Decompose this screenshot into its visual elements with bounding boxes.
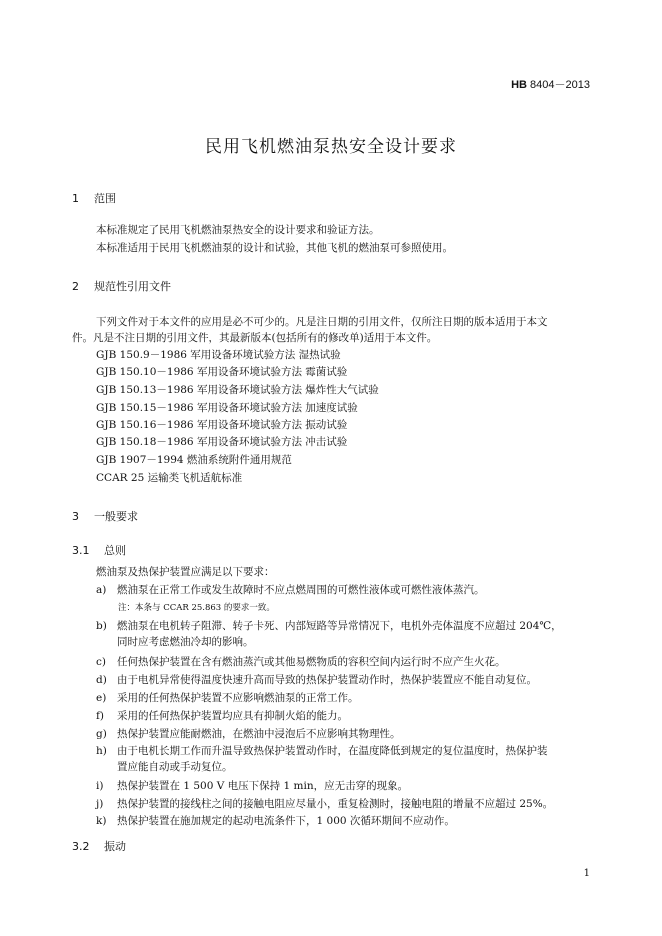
list-marker: c) [96,656,106,668]
section-title: 范围 [94,192,116,205]
list-text: 热保护装置在施加规定的起动电流条件下，1 000 次循环期间不应动作。 [117,815,455,827]
paragraph: 下列文件对于本文件的应用是必不可少的。凡是注日期的引用文件，仅所注日期的版本适用于本文 [96,316,548,328]
reference-item: GJB 150.18－1986 军用设备环境试验方法 冲击试验 [96,436,348,448]
section-number: 3.1 [72,544,90,557]
list-marker: k) [96,815,107,827]
list-text-continued: 置应能自动或手动复位。 [117,761,233,773]
reference-item: GJB 150.10－1986 军用设备环境试验方法 霉菌试验 [96,366,348,378]
list-text: 任何热保护装置在含有燃油蒸汽或其他易燃物质的容积空间内运行时不应产生火花。 [117,656,506,668]
list-marker: h) [96,745,107,757]
section-3-heading [72,508,138,524]
list-marker: j) [96,798,104,810]
list-text: 热保护装置应能耐燃油，在燃油中浸泡后不应影响其物理性。 [117,728,401,740]
reference-item: GJB 1907－1994 燃油系统附件通用规范 [96,454,292,466]
subsection-3-2-heading [72,838,126,854]
document-title: 民用飞机燃油泵热安全设计要求 [205,137,457,157]
paragraph: 燃油泵及热保护装置应满足以下要求： [96,566,275,578]
paragraph: 本标准规定了民用飞机燃油泵热安全的设计要求和验证方法。 [96,224,380,236]
subsection-3-1-heading [72,542,126,558]
page-number: 1 [583,868,590,879]
list-text: 热保护装置在 1 500 V 电压下保持 1 min，应无击穿的现象。 [117,780,409,792]
section-2-heading [72,278,171,294]
list-marker: f) [96,710,104,722]
reference-item: CCAR 25 运输类飞机适航标准 [96,472,243,484]
list-marker: i) [96,780,104,792]
section-number: 3 [72,510,79,523]
list-marker: d) [96,674,107,686]
section-number: 2 [72,280,79,293]
paragraph: 本标准适用于民用飞机燃油泵的设计和试验，其他飞机的燃油泵可参照使用。 [96,242,453,254]
list-text: 采用的任何热保护装置均应具有抑制火焰的能力。 [117,710,348,722]
section-title: 振动 [104,840,126,853]
section-title: 一般要求 [94,510,138,523]
document-code [511,76,590,92]
reference-item: GJB 150.9－1986 军用设备环境试验方法 湿热试验 [96,349,341,361]
list-text: 采用的任何热保护装置不应影响燃油泵的正常工作。 [117,692,359,704]
section-number: 3.2 [72,840,90,853]
list-text-continued: 同时应考虑燃油冷却的影响。 [117,636,254,648]
list-text: 由于电机长期工作而升温导致热保护装置动作时，在温度降低到规定的复位温度时，热保护装 [117,745,548,757]
reference-item: GJB 150.16－1986 军用设备环境试验方法 振动试验 [96,419,348,431]
section-title: 总则 [104,544,126,557]
list-text: 热保护装置的接线柱之间的接触电阻应尽量小，重复检测时，接触电阻的增量不应超过 25%。 [117,798,554,810]
reference-item: GJB 150.15－1986 军用设备环境试验方法 加速度试验 [96,402,358,414]
list-text: 燃油泵在正常工作或发生故障时不应点燃周围的可燃性液体或可燃性液体蒸汽。 [117,584,485,596]
paragraph: 件。凡是不注日期的引用文件，其最新版本(包括所有的修改单)适用于本文件。 [72,332,438,344]
section-title: 规范性引用文件 [94,280,171,293]
doc-code-prefix: HB [511,79,527,91]
reference-item: GJB 150.13－1986 军用设备环境试验方法 爆炸性大气试验 [96,384,379,396]
doc-code-number: 8404－2013 [527,79,590,91]
section-number: 1 [72,192,79,205]
list-marker: a) [96,584,107,596]
note: 注：本条与 CCAR 25.863 的要求一致。 [118,603,275,613]
list-marker: e) [96,692,107,704]
list-marker: g) [96,728,107,740]
section-1-heading [72,190,116,206]
list-text: 燃油泵在电机转子阻滞、转子卡死、内部短路等异常情况下，电机外壳体温度不应超过 204℃， [117,620,562,632]
list-text: 由于电机异常使得温度快速升高而导致的热保护装置动作时，热保护装置应不能自动复位。 [117,674,537,686]
list-marker: b) [96,620,107,632]
